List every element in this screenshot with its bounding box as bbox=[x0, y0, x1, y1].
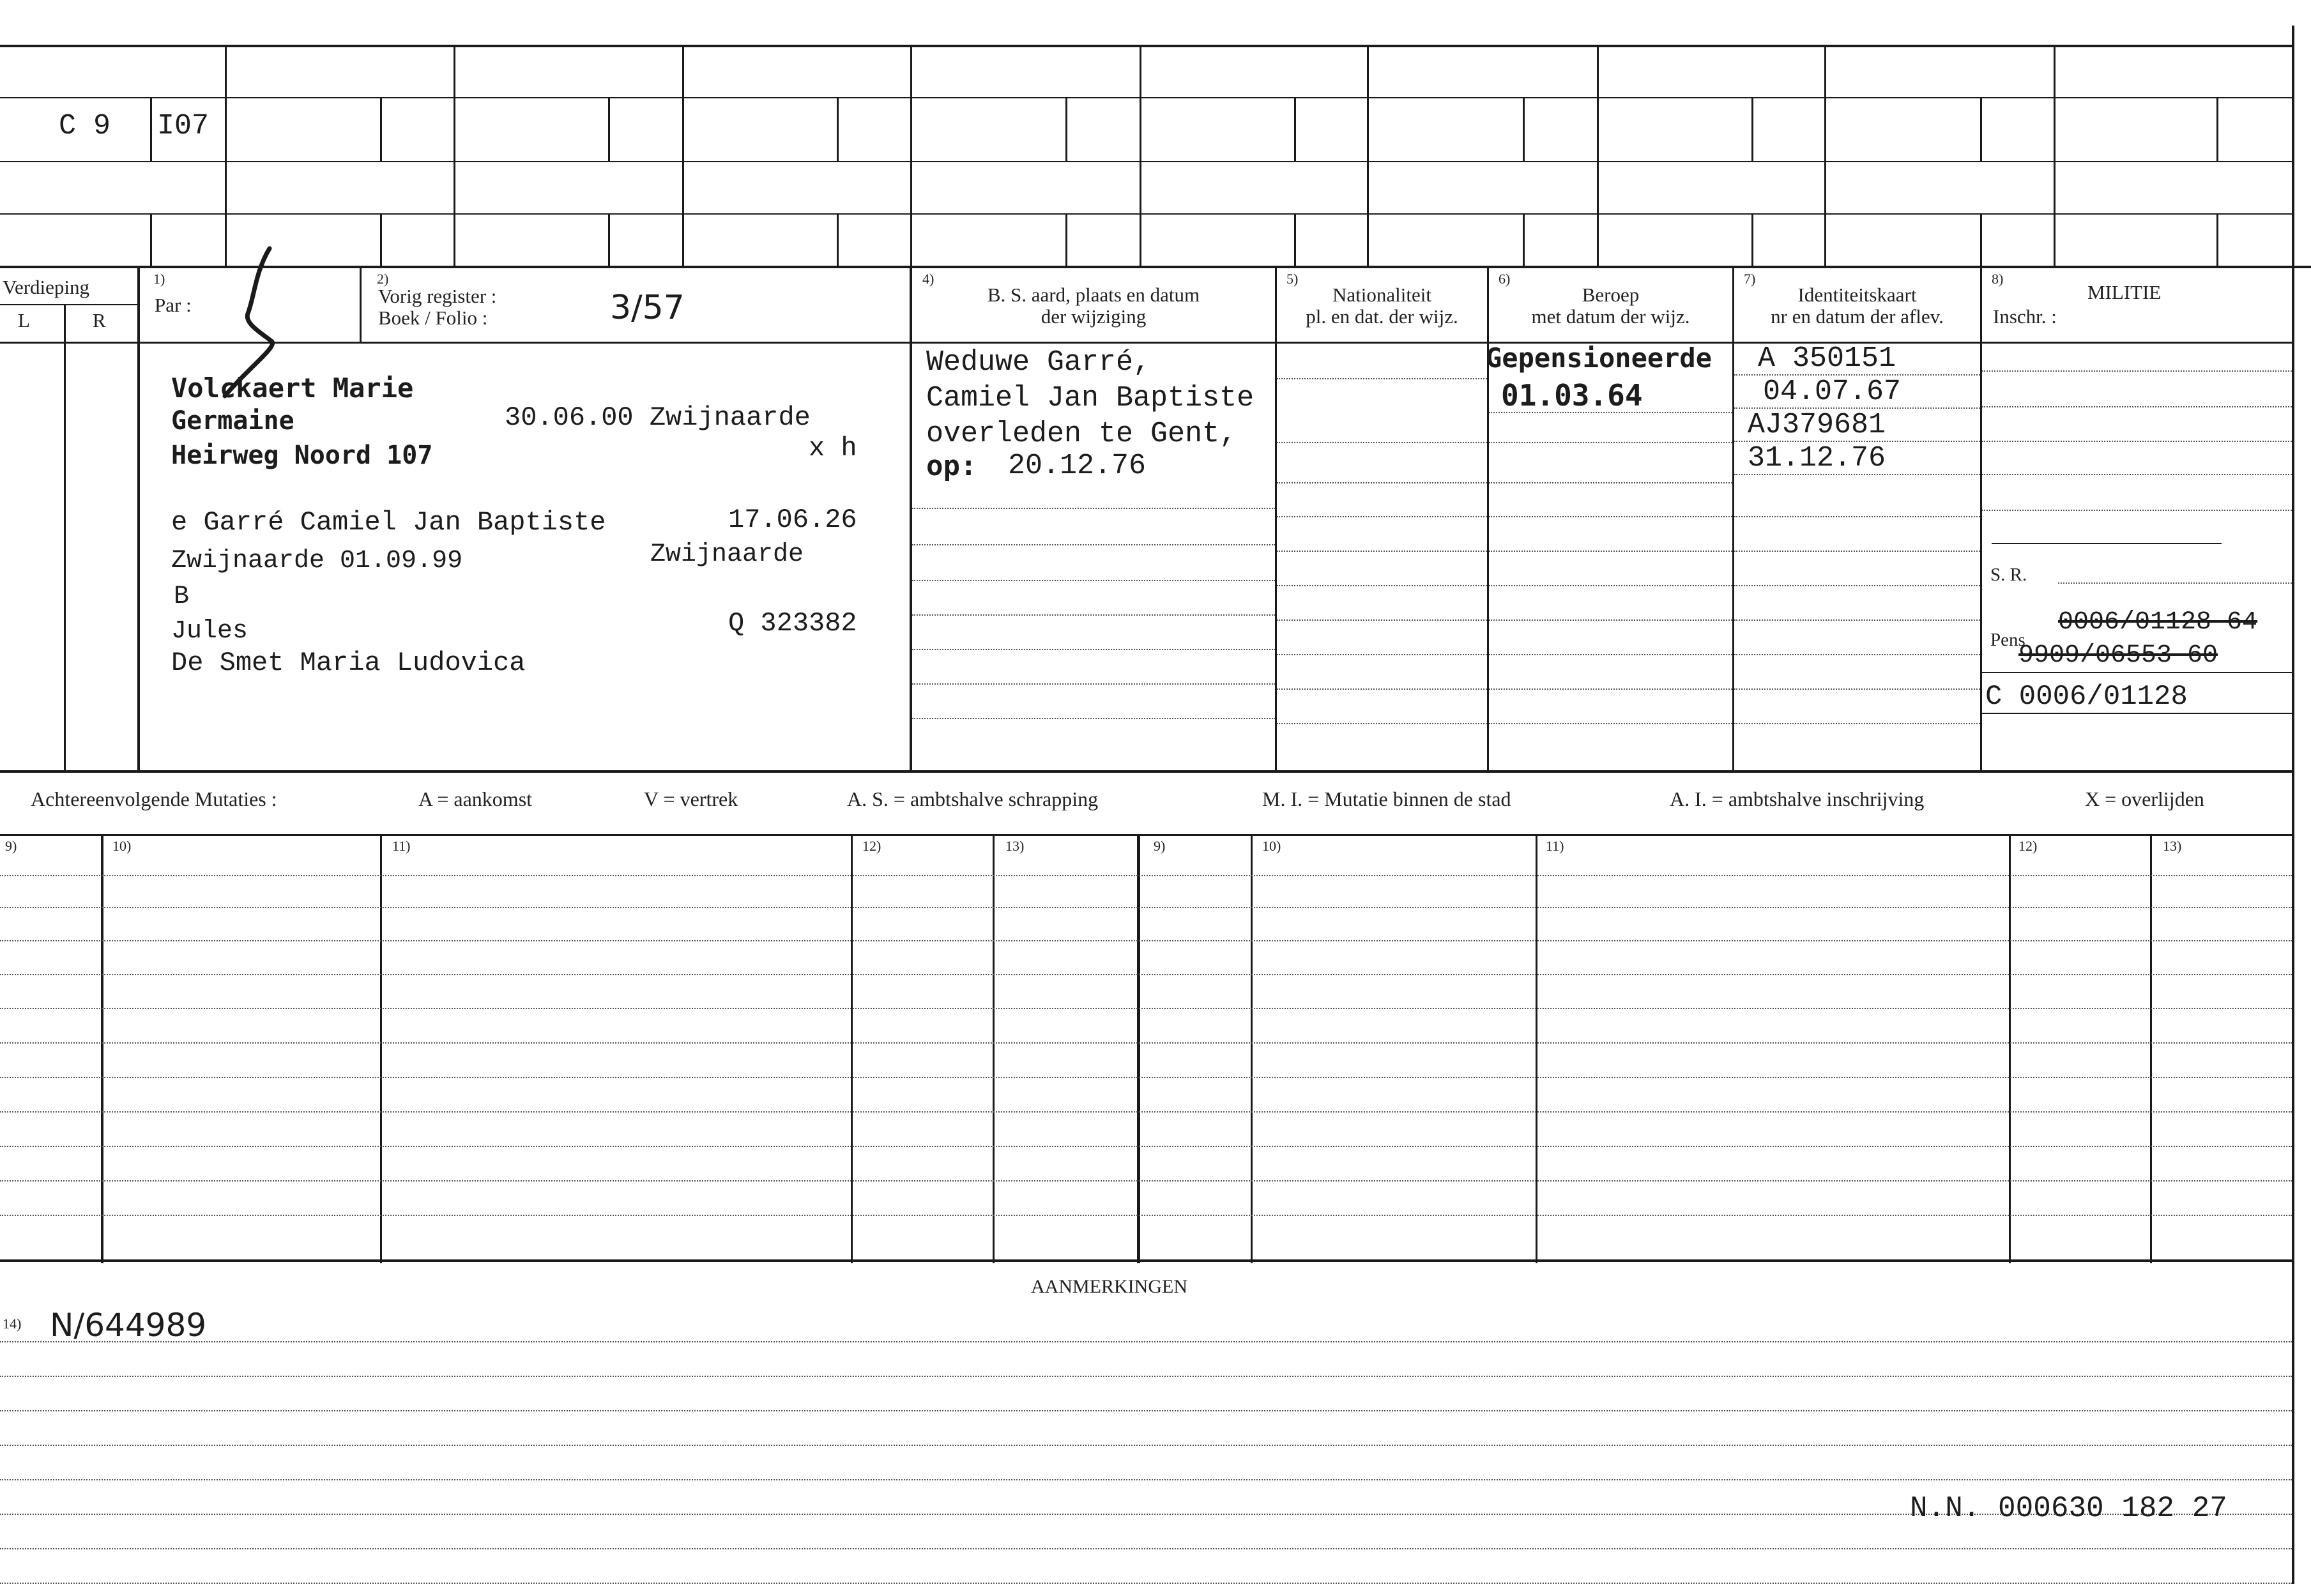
record-code-q: Q 323382 bbox=[728, 608, 857, 639]
dotted-line bbox=[0, 1583, 2292, 1584]
grid-minor-line bbox=[1065, 213, 1067, 267]
grid-col-line bbox=[1140, 46, 1141, 267]
mutaties-top-line bbox=[0, 770, 2294, 773]
mutaties-bottom-line bbox=[0, 1259, 2294, 1262]
boek-folio-label: Boek / Folio : bbox=[378, 307, 488, 329]
dotted-line bbox=[1489, 442, 1732, 443]
pens-number-1: 0006/01128 64 bbox=[2058, 608, 2258, 637]
grid-minor-line bbox=[1294, 213, 1296, 267]
dotted-line bbox=[1982, 406, 2292, 407]
id-number-1: A 350151 bbox=[1758, 342, 1896, 375]
sr-label: S. R. bbox=[1990, 565, 2027, 585]
grid-col-line bbox=[454, 46, 455, 267]
spouse-date: 17.06.26 bbox=[728, 505, 857, 535]
grid-minor-line bbox=[2216, 97, 2218, 161]
dotted-line bbox=[0, 1341, 2292, 1342]
dotted-line bbox=[912, 508, 1275, 509]
dotted-line bbox=[1734, 374, 1980, 376]
mutaties-header-line bbox=[0, 834, 2294, 836]
col-number: 13) bbox=[2163, 838, 2182, 854]
grid-minor-line bbox=[1751, 97, 1753, 161]
grid-minor-line bbox=[1523, 213, 1525, 267]
dotted-line bbox=[0, 1180, 2292, 1182]
legend-schrapping: A. S. = ambtshalve schrapping bbox=[847, 787, 1099, 810]
wijziging-header-2: der wijziging bbox=[1041, 305, 1147, 328]
dotted-line bbox=[1489, 585, 1732, 586]
mut-col-line bbox=[2009, 835, 2011, 1263]
beroep-value: Gepensioneerde bbox=[1486, 342, 1712, 374]
mut-col-line bbox=[2150, 835, 2152, 1263]
dotted-line bbox=[1489, 482, 1732, 483]
wijziging-header: B. S. aard, plaats en datum bbox=[987, 284, 1200, 306]
dotted-line bbox=[912, 580, 1275, 581]
vorig-register-label: Vorig register : bbox=[378, 285, 497, 307]
col-number: 9) bbox=[1154, 838, 1166, 854]
dotted-line bbox=[0, 1077, 2292, 1078]
dotted-line bbox=[912, 718, 1275, 719]
dotted-line bbox=[1277, 516, 1487, 517]
dotted-line bbox=[0, 1479, 2292, 1480]
grid-minor-line bbox=[150, 97, 152, 161]
dotted-line bbox=[1489, 688, 1732, 690]
beroep-date: 01.03.64 bbox=[1501, 378, 1643, 413]
dotted-line bbox=[0, 1008, 2292, 1009]
grid-col-line bbox=[2054, 46, 2055, 267]
grid-col-line bbox=[910, 46, 912, 267]
person-mark: x h bbox=[809, 433, 857, 464]
grid-minor-line bbox=[1980, 213, 1982, 267]
grid-minor-line bbox=[1523, 97, 1525, 161]
col-line bbox=[1732, 267, 1734, 771]
top-border bbox=[0, 45, 2294, 47]
verdieping-divider bbox=[64, 304, 66, 770]
dotted-line bbox=[1277, 585, 1487, 586]
record-number: I07 bbox=[157, 110, 210, 142]
pens-rule bbox=[1982, 672, 2292, 673]
grid-minor-line bbox=[1980, 97, 1982, 161]
father-name: Jules bbox=[171, 617, 248, 646]
wijziging-line-4a: op: bbox=[926, 450, 977, 482]
pens-number-3: C 0006/01128 bbox=[1985, 681, 2188, 713]
dotted-line bbox=[1277, 551, 1487, 552]
dotted-line bbox=[0, 940, 2292, 941]
identiteitskaart-header: Identiteitskaart bbox=[1797, 284, 1917, 306]
verdieping-l: L bbox=[18, 309, 30, 331]
grid-col-line bbox=[1597, 46, 1599, 267]
col-number: 4) bbox=[922, 271, 934, 287]
legend-mutatie: M. I. = Mutatie binnen de stad bbox=[1262, 787, 1511, 810]
mut-col-line-double bbox=[1137, 835, 1140, 1263]
dotted-line bbox=[1277, 619, 1487, 621]
person-birth: 30.06.00 Zwijnaarde bbox=[505, 402, 811, 433]
aanmerkingen-title: AANMERKINGEN bbox=[1031, 1276, 1187, 1297]
dotted-line bbox=[1982, 510, 2292, 511]
grid-col-line bbox=[682, 46, 684, 267]
legend-inschrijving: A. I. = ambtshalve inschrijving bbox=[1670, 787, 1925, 810]
dotted-line bbox=[1489, 619, 1732, 621]
col-number: 12) bbox=[862, 838, 881, 854]
col-number: 7) bbox=[1744, 271, 1756, 287]
col-line bbox=[1275, 267, 1277, 771]
legend-vertrek: V = vertrek bbox=[644, 787, 738, 810]
dotted-line bbox=[1489, 654, 1732, 655]
grid-minor-line bbox=[837, 97, 839, 161]
col-number: 11) bbox=[1546, 838, 1564, 854]
identiteitskaart-header-2: nr en datum der aflev. bbox=[1771, 305, 1944, 328]
dotted-line bbox=[0, 1111, 2292, 1113]
person-address: Heirweg Noord 107 bbox=[171, 441, 433, 470]
dotted-line bbox=[1489, 723, 1732, 724]
dotted-line bbox=[1277, 378, 1487, 379]
id-number-2: AJ379681 bbox=[1748, 409, 1886, 441]
spouse-b: B bbox=[174, 582, 190, 611]
person-name: Volckaert Marie bbox=[171, 372, 414, 404]
dotted-line bbox=[2058, 582, 2292, 584]
spouse-name: e Garré Camiel Jan Baptiste bbox=[171, 507, 606, 538]
dotted-line bbox=[1277, 654, 1487, 655]
dotted-line bbox=[0, 1548, 2292, 1549]
dotted-line bbox=[1982, 370, 2292, 372]
col-number: 6) bbox=[1499, 271, 1511, 287]
mut-col-line bbox=[380, 835, 382, 1263]
dotted-line bbox=[1734, 688, 1980, 690]
col-number: 12) bbox=[2018, 838, 2038, 854]
dotted-line bbox=[1734, 516, 1980, 517]
grid-minor-line bbox=[2216, 213, 2218, 267]
dotted-line bbox=[0, 1146, 2292, 1147]
grid-minor-line bbox=[380, 97, 382, 161]
col-number: 11) bbox=[392, 838, 411, 854]
id-date-1: 04.07.67 bbox=[1763, 376, 1902, 408]
col-number: 1) bbox=[153, 271, 165, 287]
col-line bbox=[360, 267, 362, 344]
grid-minor-line bbox=[150, 213, 152, 267]
dotted-line bbox=[912, 614, 1275, 616]
mutaties-title: Achtereenvolgende Mutaties : bbox=[31, 787, 277, 810]
grid-row-line bbox=[0, 213, 2294, 215]
mother-name: De Smet Maria Ludovica bbox=[171, 648, 526, 678]
national-number: N.N. 000630 182 27 bbox=[1910, 1492, 2227, 1525]
verdieping-split bbox=[0, 304, 137, 305]
nationaliteit-header: Nationaliteit bbox=[1332, 284, 1431, 306]
mut-col-line bbox=[1536, 835, 1537, 1263]
header-bottom-line bbox=[0, 342, 2294, 344]
mut-col-line bbox=[993, 835, 995, 1263]
wijziging-line-3: overleden te Gent, bbox=[926, 418, 1237, 450]
col-number: 10) bbox=[1262, 838, 1281, 854]
mut-col-line bbox=[101, 835, 103, 1263]
pens-rule bbox=[1982, 713, 2292, 714]
grid-minor-line bbox=[1065, 97, 1067, 161]
person-firstname: Germaine bbox=[171, 406, 294, 436]
legend-aankomst: A = aankomst bbox=[418, 787, 533, 810]
dotted-line bbox=[912, 683, 1275, 685]
spouse-birth: Zwijnaarde 01.09.99 bbox=[171, 547, 463, 575]
col-line bbox=[910, 267, 912, 771]
col-number: 5) bbox=[1286, 271, 1299, 287]
col-number: 10) bbox=[112, 838, 132, 854]
dotted-line bbox=[0, 1445, 2292, 1446]
grid-minor-line bbox=[380, 213, 382, 267]
dotted-line bbox=[1734, 551, 1980, 552]
folio-value: 3/57 bbox=[610, 289, 685, 327]
inschr-label: Inschr. : bbox=[1993, 305, 2057, 328]
grid-col-line bbox=[225, 46, 227, 267]
right-border bbox=[2292, 26, 2294, 1584]
dotted-line bbox=[1734, 474, 1980, 475]
dotted-line bbox=[1734, 441, 1980, 442]
dotted-line bbox=[1982, 474, 2292, 475]
dotted-line bbox=[1277, 482, 1487, 483]
col-line bbox=[1980, 267, 1982, 771]
col-number: 2) bbox=[377, 271, 389, 287]
dotted-line bbox=[1734, 619, 1980, 621]
grid-row-line bbox=[0, 161, 2294, 162]
grid-minor-line bbox=[1751, 213, 1753, 267]
spouse-place: Zwijnaarde bbox=[650, 540, 804, 569]
mut-col-line bbox=[1251, 835, 1253, 1263]
dotted-line bbox=[0, 1410, 2292, 1411]
dotted-line bbox=[0, 1215, 2292, 1216]
grid-minor-line bbox=[1294, 97, 1296, 161]
grid-minor-line bbox=[837, 213, 839, 267]
dotted-line bbox=[1734, 585, 1980, 586]
dotted-line bbox=[1489, 516, 1732, 517]
dotted-line bbox=[1734, 723, 1980, 724]
militie-rule bbox=[1992, 543, 2222, 544]
beroep-header: Beroep bbox=[1582, 284, 1640, 306]
header-top-line bbox=[0, 266, 2311, 268]
beroep-header-2: met datum der wijz. bbox=[1531, 305, 1690, 328]
verdieping-r: R bbox=[93, 309, 106, 331]
col-number: 9) bbox=[5, 838, 17, 854]
dotted-line bbox=[0, 1376, 2292, 1377]
wijziging-line-1: Weduwe Garré, bbox=[926, 346, 1151, 379]
col-number: 8) bbox=[1992, 271, 2004, 287]
legend-overlijden: X = overlijden bbox=[2085, 787, 2204, 810]
dotted-line bbox=[912, 649, 1275, 650]
wijziging-line-4b: 20.12.76 bbox=[1008, 450, 1147, 482]
dotted-line bbox=[1982, 441, 2292, 442]
dotted-line bbox=[0, 1042, 2292, 1044]
dotted-line bbox=[1489, 551, 1732, 552]
grid-col-line bbox=[1367, 46, 1369, 267]
grid-minor-line bbox=[608, 97, 610, 161]
par-label: Par : bbox=[155, 294, 192, 316]
col-number: 14) bbox=[3, 1316, 22, 1332]
dotted-line bbox=[1489, 412, 1732, 413]
dotted-line bbox=[1277, 688, 1487, 690]
dotted-line bbox=[0, 875, 2292, 876]
grid-minor-line bbox=[608, 213, 610, 267]
remarks-value: N/644989 bbox=[50, 1307, 207, 1344]
dotted-line bbox=[912, 544, 1275, 545]
dotted-line bbox=[1734, 654, 1980, 655]
dotted-line bbox=[0, 907, 2292, 908]
pens-number-2: 9909/06553 60 bbox=[2018, 641, 2218, 670]
grid-row-line bbox=[0, 97, 2294, 98]
col-line bbox=[137, 267, 140, 771]
id-date-2: 31.12.76 bbox=[1748, 442, 1886, 475]
mut-col-line bbox=[851, 835, 853, 1263]
dotted-line bbox=[1277, 442, 1487, 443]
dotted-line bbox=[1277, 723, 1487, 724]
record-code: C 9 bbox=[59, 110, 111, 142]
pens-label: Pens bbox=[1990, 630, 2025, 650]
dotted-line bbox=[1734, 407, 1980, 409]
grid-col-line bbox=[1824, 46, 1826, 267]
dotted-line bbox=[0, 974, 2292, 975]
wijziging-line-2: Camiel Jan Baptiste bbox=[926, 382, 1255, 414]
nationaliteit-header-2: pl. en dat. der wijz. bbox=[1306, 305, 1458, 328]
verdieping-label: Verdieping bbox=[3, 276, 90, 298]
militie-header: MILITIE bbox=[2087, 281, 2162, 303]
col-number: 13) bbox=[1005, 838, 1025, 854]
